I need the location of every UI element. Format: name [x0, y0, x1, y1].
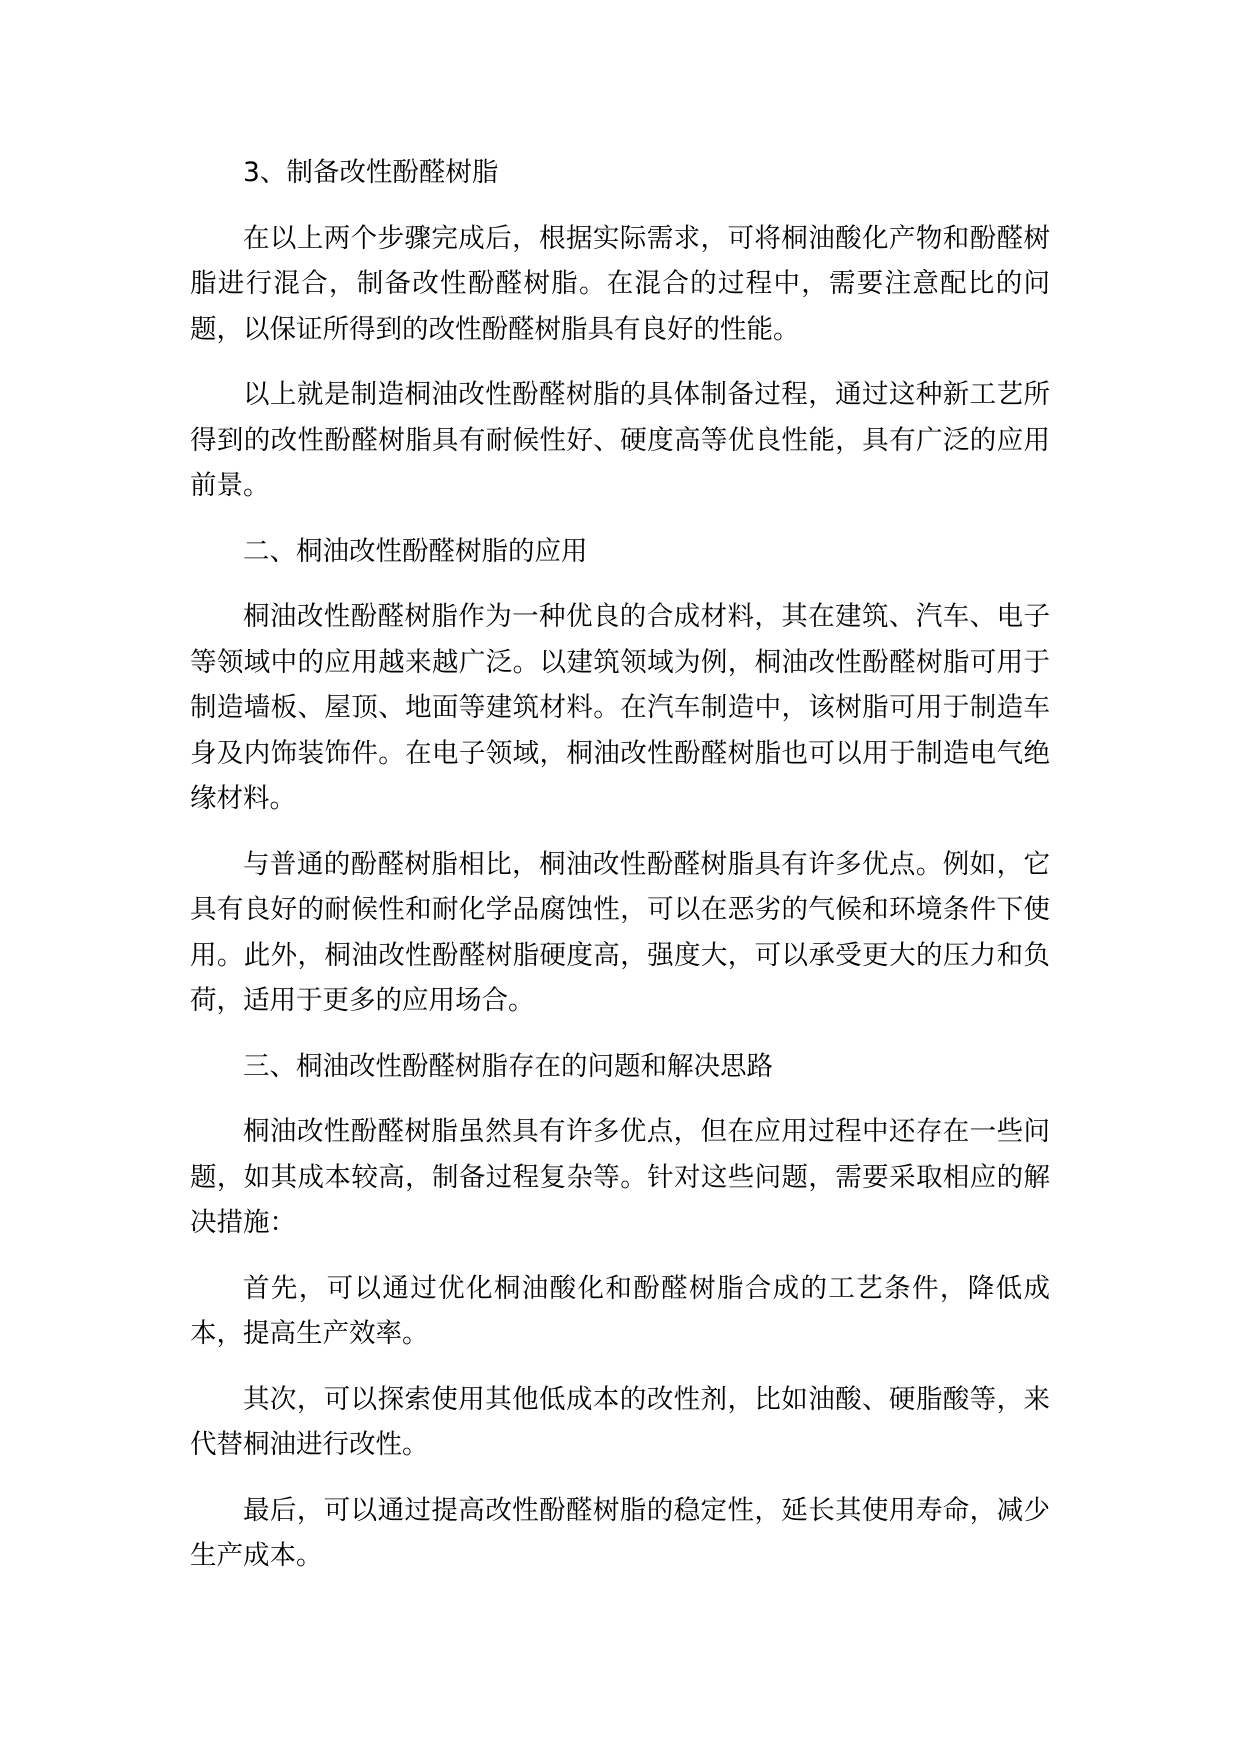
document-body	[190, 150, 1050, 1599]
paragraph-problems: 桐油改性酚醛树脂虽然具有许多优点，但在应用过程中还存在一些问题，如其成本较高，制备过程复杂等。针对这些问题，需要采取相应的解决措施：	[190, 1116, 1050, 1238]
section-heading-applications: 二、桐油改性酚醛树脂的应用	[243, 535, 588, 567]
section-heading-preparation-step-3: 3、制备改性酚醛树脂	[243, 157, 499, 188]
paragraph-solution-first: 首先，可以通过优化桐油酸化和酚醛树脂合成的工艺条件，降低成本，提高生产效率。	[190, 1272, 1050, 1349]
paragraph-mixing-process: 在以上两个步骤完成后，根据实际需求，可将桐油酸化产物和酚醛树脂进行混合，制备改性酚醛树脂。在混合的过程中，需要注意配比的问题，以保证所得到的改性酚醛树脂具有良好的性能。	[190, 222, 1050, 345]
paragraph-advantages: 与普通的酚醛树脂相比，桐油改性酚醛树脂具有许多优点。例如，它具有良好的耐候性和耐化学品腐蚀性，可以在恶劣的气候和环境条件下使用。此外，桐油改性酚醛树脂硬度高，强度大，可以承受更大的压力和负荷，适用于更多的应用场合。	[190, 848, 1050, 1016]
paragraph-solution-last: 最后，可以通过提高改性酚醛树脂的稳定性，延长其使用寿命，减少生产成本。	[190, 1494, 1050, 1571]
paragraph-application-fields: 桐油改性酚醛树脂作为一种优良的合成材料，其在建筑、汽车、电子等领域中的应用越来越广泛。以建筑领域为例，桐油改性酚醛树脂可用于制造墙板、屋顶、地面等建筑材料。在汽车制造中，该树脂可用于制造车身及内饰装饰件。在电子领域，桐油改性酚醛树脂也可以用于制造电气绝缘材料。	[190, 601, 1050, 814]
section-heading-problems-solutions: 三、桐油改性酚醛树脂存在的问题和解决思路	[243, 1050, 773, 1082]
paragraph-process-summary: 以上就是制造桐油改性酚醛树脂的具体制备过程，通过这种新工艺所得到的改性酚醛树脂具有耐候性好、硬度高等优良性能，具有广泛的应用前景。	[190, 379, 1050, 501]
paragraph-solution-second: 其次，可以探索使用其他低成本的改性剂，比如油酸、硬脂酸等，来代替桐油进行改性。	[190, 1383, 1050, 1460]
